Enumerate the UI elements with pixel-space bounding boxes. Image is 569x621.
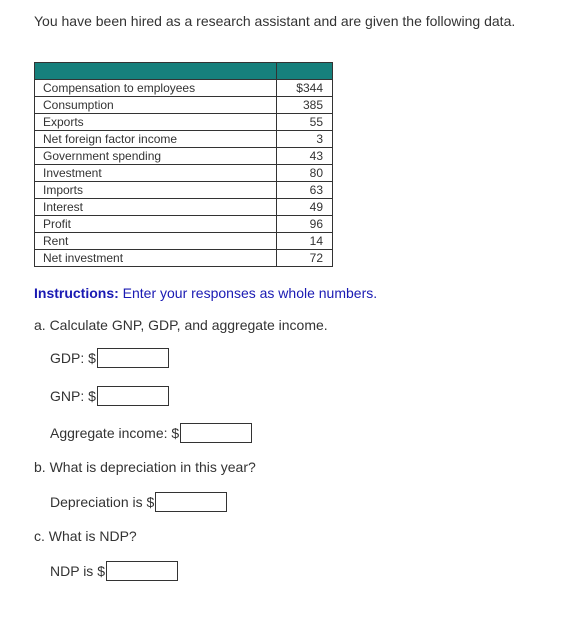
row-spacer-cell [35, 80, 44, 97]
row-value: $344 [277, 80, 333, 97]
table-row [35, 97, 333, 114]
row-spacer-cell [35, 131, 44, 148]
gnp-input[interactable] [97, 386, 169, 406]
depreciation-label: Depreciation is $ [50, 494, 155, 510]
depreciation-answer [50, 492, 227, 512]
table-header-row [35, 63, 333, 80]
question-b: b. What is depreciation in this year? [34, 459, 256, 475]
row-spacer-cell [35, 114, 44, 131]
table-row [35, 182, 333, 199]
row-label: Compensation to employees [43, 80, 277, 97]
table-row [35, 131, 333, 148]
row-value: 43 [277, 148, 333, 165]
row-label: Interest [43, 199, 277, 216]
table-row [35, 114, 333, 131]
row-label: Investment [43, 165, 277, 182]
table-header-label-cell [35, 63, 277, 80]
table-row [35, 250, 333, 267]
aggregate-income-input[interactable] [180, 423, 252, 443]
table-row [35, 165, 333, 182]
row-spacer-cell [35, 182, 44, 199]
data-table [34, 62, 333, 267]
row-label: Consumption [43, 97, 277, 114]
table-body [35, 80, 333, 267]
row-label: Profit [43, 216, 277, 233]
row-label: Net investment [43, 250, 277, 267]
row-label: Net foreign factor income [43, 131, 277, 148]
ndp-input[interactable] [106, 561, 178, 581]
table-row [35, 199, 333, 216]
row-spacer-cell [35, 216, 44, 233]
table-row [35, 233, 333, 250]
row-spacer-cell [35, 97, 44, 114]
row-spacer-cell [35, 250, 44, 267]
row-spacer-cell [35, 165, 44, 182]
ndp-answer [50, 561, 178, 581]
row-spacer-cell [35, 233, 44, 250]
table-header-value-cell [277, 63, 333, 80]
table-row [35, 148, 333, 165]
intro-text: You have been hired as a research assistant and are given the following data. [34, 13, 516, 29]
row-spacer-cell [35, 199, 44, 216]
row-label: Imports [43, 182, 277, 199]
ndp-label: NDP is $ [50, 563, 105, 579]
row-value: 96 [277, 216, 333, 233]
gdp-label: GDP: $ [50, 350, 96, 366]
row-label: Government spending [43, 148, 277, 165]
aggregate-income-label: Aggregate income: $ [50, 425, 180, 441]
row-value: 3 [277, 131, 333, 148]
row-label: Exports [43, 114, 277, 131]
aggregate-income-answer [50, 423, 252, 443]
gnp-label: GNP: $ [50, 388, 96, 404]
row-value: 63 [277, 182, 333, 199]
question-a: a. Calculate GNP, GDP, and aggregate income. [34, 317, 328, 333]
instructions-prefix: Instructions: [34, 285, 119, 301]
gdp-input[interactable] [97, 348, 169, 368]
row-value: 80 [277, 165, 333, 182]
depreciation-input[interactable] [155, 492, 227, 512]
row-label: Rent [43, 233, 277, 250]
row-value: 14 [277, 233, 333, 250]
instructions [34, 285, 377, 301]
row-value: 55 [277, 114, 333, 131]
row-value: 49 [277, 199, 333, 216]
table-row [35, 216, 333, 233]
gdp-answer [50, 348, 169, 368]
question-c: c. What is NDP? [34, 528, 137, 544]
gnp-answer [50, 386, 169, 406]
table-row [35, 80, 333, 97]
row-spacer-cell [35, 148, 44, 165]
row-value: 72 [277, 250, 333, 267]
row-value: 385 [277, 97, 333, 114]
instructions-text: Enter your responses as whole numbers. [118, 285, 378, 301]
